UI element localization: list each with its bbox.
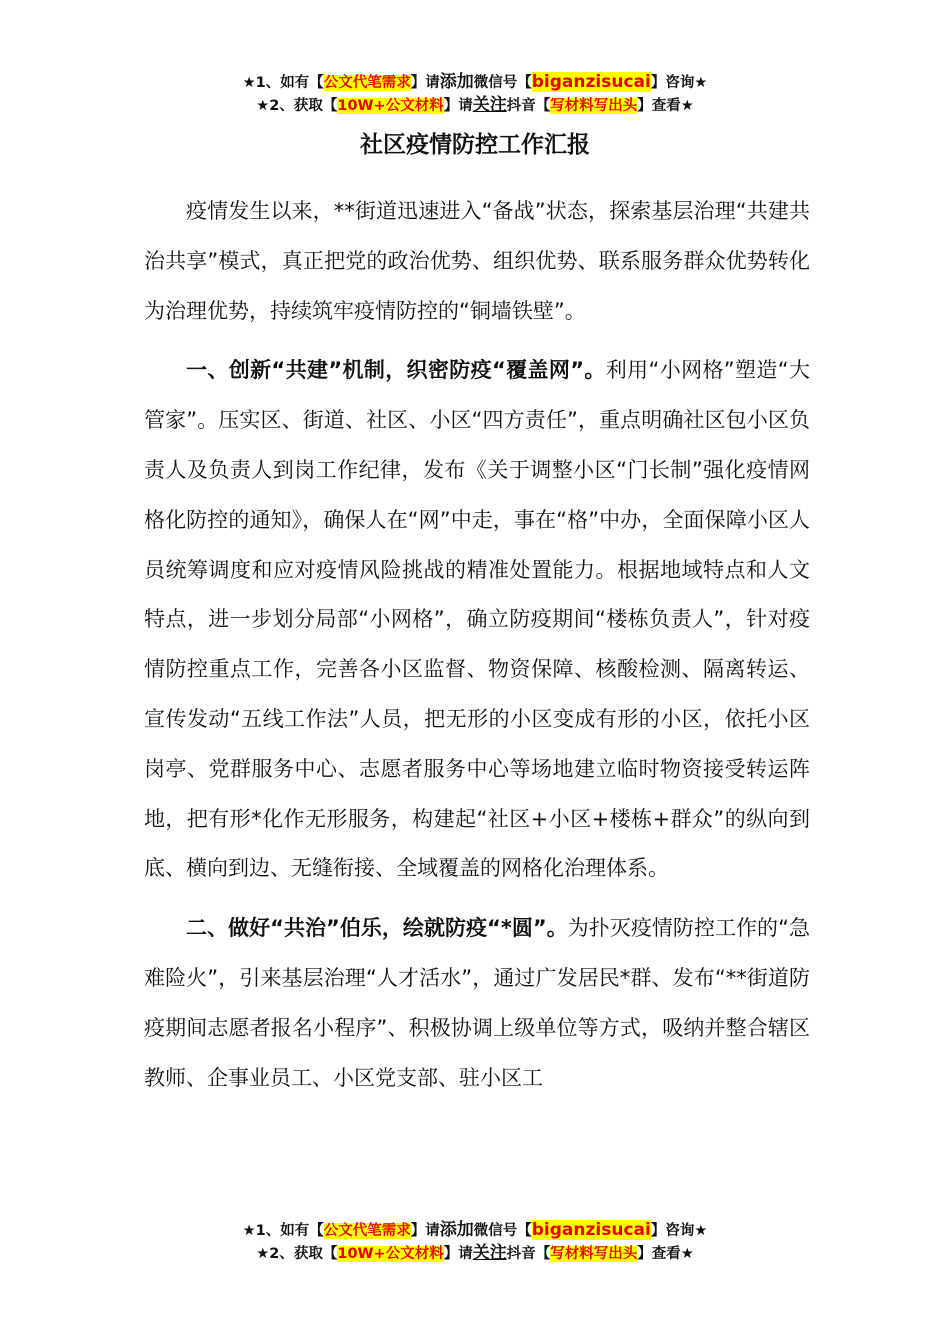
ad-text: 】查看★	[637, 1246, 694, 1262]
ad-text: 】查看★	[637, 98, 694, 114]
ad-highlight: biganzisucai	[531, 72, 651, 92]
top-ad-banner	[0, 71, 950, 117]
ad-emphasis: 添加	[439, 72, 474, 92]
ad-text: ★1、如有【	[242, 1223, 324, 1239]
ad-text: 】咨询★	[650, 75, 708, 91]
ad-highlight: 写材料写出头	[550, 98, 638, 114]
ad-highlight: 公文代笔需求	[323, 75, 411, 91]
ad-text: 】请	[443, 1246, 473, 1262]
ad-highlight: 公文代笔需求	[323, 1223, 411, 1239]
ad-text: ★2、获取【	[256, 98, 338, 114]
section-2-paragraph	[144, 904, 810, 1103]
ad-line-2	[0, 94, 950, 117]
ad-text: 】请	[410, 75, 440, 91]
ad-line-2	[0, 1242, 950, 1265]
ad-highlight: 写材料写出头	[550, 1246, 638, 1262]
ad-text: 微信号【	[473, 75, 532, 91]
section-1-paragraph	[144, 346, 810, 894]
bottom-ad-banner	[0, 1219, 950, 1265]
ad-text: 】咨询★	[650, 1223, 708, 1239]
ad-highlight: 10W+公文材料	[337, 1246, 444, 1262]
ad-text: 微信号【	[473, 1223, 532, 1239]
ad-emphasis: 添加	[439, 1220, 474, 1240]
ad-line-1	[0, 1219, 950, 1242]
ad-highlight: biganzisucai	[531, 1220, 651, 1240]
ad-text: 】请	[410, 1223, 440, 1239]
ad-text: ★2、获取【	[256, 1246, 338, 1262]
ad-line-1	[0, 71, 950, 94]
ad-text: 抖音【	[506, 98, 551, 114]
section-1-body: 利用“小网格”塑造“大管家”。压实区、街道、社区、小区“四方责任”，重点明确社区包小区负责人及负责人到岗工作纪律，发布《关于调整小区“门长制”强化疫情网格化防控的通知》，确保人在“网”中走，事在“格”中办，全面保障小区人员统筹调度和应对疫情风险挑战的精准处置能力。根据地域特点和人文特点，进一步划分局部“小网格”，确立防疫期间“楼栋负责人”，针对疫情防控重点工作，完善各小区监督、物资保障、核酸检测、隔离转运、宣传发动“五线工作法”人员，把无形的小区变成有形的小区，依托小区岗亭、党群服务中心、志愿者服务中心等场地建立临时物资接受转运阵地，把有形*化作无形服务，构建起“社区+小区+楼栋+群众”的纵向到底、横向到边、无缝衔接、全域覆盖的网格化治理体系。	[144, 358, 810, 881]
ad-text: ★1、如有【	[242, 75, 324, 91]
section-2-heading: 二、做好“共治”伯乐，绘就防疫“*圆”。	[186, 916, 568, 941]
intro-paragraph: 疫情发生以来，**街道迅速进入“备战”状态，探索基层治理“共建共治共享”模式，真正把党的政治优势、组织优势、联系服务群众优势转化为治理优势，持续筑牢疫情防控的“铜墙铁壁”。	[144, 199, 810, 323]
ad-emphasis: 关注	[472, 95, 507, 115]
ad-highlight: 10W+公文材料	[337, 98, 444, 114]
ad-text: 抖音【	[506, 1246, 551, 1262]
document-title: 社区疫情防控工作汇报	[360, 132, 590, 158]
section-2-body: 为扑灭疫情防控工作的“急难险火”，引来基层治理“人才活水”，通过广发居民*群、发布“**街道防疫期间志愿者报名小程序”、积极协调上级单位等方式，吸纳并整合辖区教师、企事业员工、小区党支部、驻小区工	[144, 916, 810, 1090]
ad-emphasis: 关注	[472, 1243, 507, 1263]
section-1-heading: 一、创新“共建”机制，织密防疫“覆盖网”。	[186, 358, 606, 383]
ad-text: 】请	[443, 98, 473, 114]
document-body	[144, 187, 810, 1103]
